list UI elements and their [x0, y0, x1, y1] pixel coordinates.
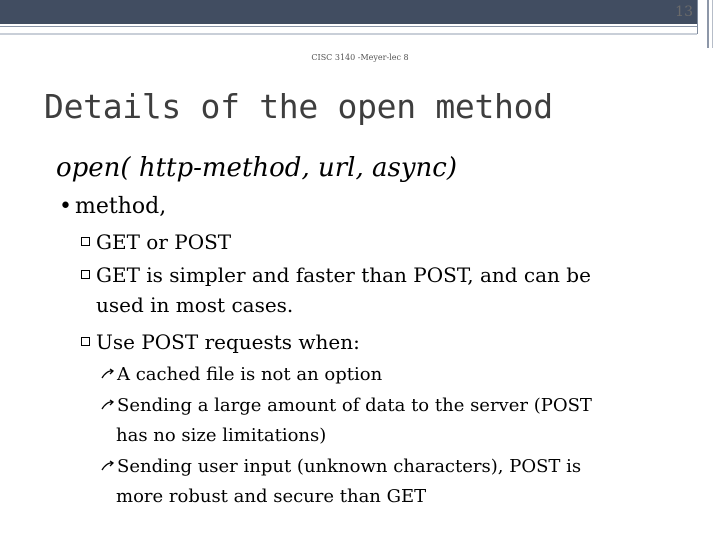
slide-title: Details of the open method: [44, 87, 553, 126]
bullet-level3: [101, 456, 581, 477]
arrow-bullet-icon: [101, 399, 115, 411]
bullet-text: Sending a large amount of data to the server (POST: [117, 395, 592, 416]
bullet-level3: [101, 395, 592, 416]
right-accent-rule: [712, 0, 713, 48]
right-accent-rule: [697, 0, 698, 34]
top-header-band: [0, 0, 697, 24]
right-accent-rule: [707, 0, 709, 48]
bullet-level1: [59, 194, 166, 219]
square-bullet-icon: [81, 337, 90, 346]
bullet-continuation: used in most cases.: [96, 293, 294, 317]
bullet-text: A cached file is not an option: [117, 364, 383, 385]
bullet-text: GET or POST: [96, 230, 232, 254]
course-label: CISC 3140 -Meyer-lec 8: [311, 53, 409, 62]
bullet-level3: [101, 364, 382, 385]
arrow-bullet-icon: [101, 460, 115, 472]
bullet-text: Sending user input (unknown characters), POST is: [117, 456, 582, 477]
bullet-dot-icon: •: [59, 194, 72, 219]
square-bullet-icon: [81, 270, 90, 279]
bullet-text: method,: [75, 194, 167, 219]
bullet-text: GET is simpler and faster than POST, and can be: [96, 263, 591, 287]
bullet-continuation: more robust and secure than GET: [116, 486, 427, 507]
square-bullet-icon: [81, 237, 90, 246]
bullet-level2: [81, 330, 360, 354]
bullet-text: Use POST requests when:: [96, 330, 360, 354]
slide-subtitle: open( http-method, url, async): [56, 153, 457, 183]
header-divider-line: [0, 26, 697, 27]
bullet-level2: [81, 230, 231, 254]
arrow-bullet-icon: [101, 368, 115, 380]
header-divider-line-secondary: [0, 33, 697, 35]
bullet-level2: [81, 263, 591, 287]
slide-number: 13: [675, 4, 693, 20]
bullet-continuation: has no size limitations): [116, 425, 327, 446]
